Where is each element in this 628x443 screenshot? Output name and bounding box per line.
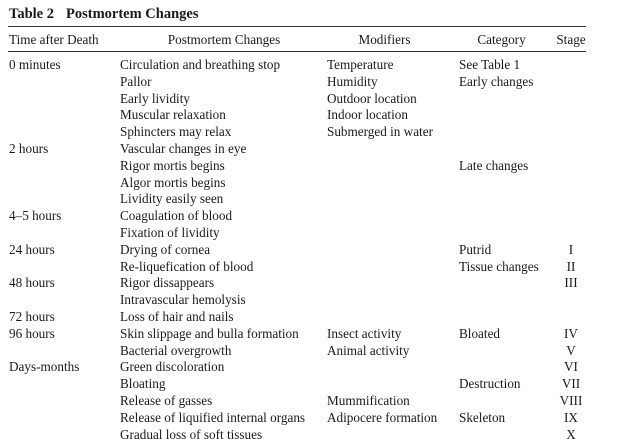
category-cell: Tissue changes [459, 258, 539, 274]
category-cell: See Table 1 [459, 57, 521, 72]
category-cell: Destruction [459, 376, 521, 392]
change-cell: Rigor mortis begins [120, 157, 225, 173]
table-title: Postmortem Changes [66, 6, 199, 22]
modifier-cell: Temperature [327, 57, 394, 72]
time-cell: 48 hours [9, 275, 55, 291]
table-caption [9, 6, 199, 23]
change-cell: Re-liquefication of blood [120, 258, 254, 274]
change-cell: Fixation of lividity [120, 225, 220, 240]
header-changes: Postmortem Changes [167, 32, 281, 47]
change-cell: Intravascular hemolysis [120, 292, 246, 308]
modifier-cell: Submerged in water [327, 124, 433, 140]
change-cell: Muscular relaxation [120, 107, 226, 123]
time-cell: 4–5 hours [9, 208, 62, 224]
time-cell: 24 hours [9, 241, 55, 257]
change-cell: Drying of cornea [120, 241, 211, 257]
stage-cell: VII [561, 376, 581, 392]
stage-cell: IX [564, 409, 578, 425]
change-cell: Loss of hair and nails [120, 309, 234, 324]
change-cell: Early lividity [120, 90, 190, 106]
change-cell: Circulation and breathing stop [120, 57, 281, 72]
change-cell: Green discoloration [120, 359, 225, 375]
time-cell: Days-months [9, 359, 80, 375]
category-cell: Skeleton [459, 409, 506, 425]
modifier-cell: Mummification [327, 393, 410, 408]
change-cell: Lividity easily seen [120, 191, 224, 207]
category-cell: Putrid [459, 241, 492, 257]
change-cell: Vascular changes in eye [120, 141, 247, 156]
header-rule [8, 51, 586, 52]
modifier-cell: Adipocere formation [327, 409, 438, 425]
modifier-cell: Insect activity [327, 325, 402, 341]
change-cell: Rigor dissappears [120, 275, 215, 291]
stage-cell: II [566, 258, 576, 274]
modifier-cell: Outdoor location [327, 90, 417, 106]
time-cell: 0 minutes [9, 57, 61, 72]
header-category: Category [477, 32, 526, 47]
stage-cell: VIII [559, 393, 583, 408]
stage-cell: V [566, 342, 576, 358]
change-cell: Gradual loss of soft tissues [120, 426, 263, 442]
stage-cell: IV [564, 325, 578, 341]
modifier-cell: Humidity [327, 73, 378, 89]
table-number: Table 2 [9, 6, 54, 22]
change-cell: Release of gasses [120, 393, 213, 408]
stage-cell: X [566, 426, 576, 442]
modifier-cell: Indoor location [327, 107, 408, 123]
category-cell: Bloated [459, 325, 501, 341]
header-time: Time after Death [9, 32, 99, 47]
header-stage: Stage [556, 32, 586, 47]
change-cell: Algor mortis begins [120, 174, 226, 190]
header-modifiers: Modifiers [358, 32, 411, 47]
stage-cell: III [564, 275, 578, 291]
change-cell: Sphincters may relax [120, 124, 232, 140]
change-cell: Release of liquified internal organs [120, 409, 306, 425]
change-cell: Coagulation of blood [120, 208, 233, 224]
change-cell: Bloating [120, 376, 166, 392]
category-cell: Late changes [459, 157, 529, 173]
change-cell: Skin slippage and bulla formation [120, 325, 299, 341]
top-rule [8, 26, 586, 27]
change-cell: Pallor [120, 73, 152, 89]
change-cell: Bacterial overgrowth [120, 342, 232, 358]
time-cell: 96 hours [9, 325, 55, 341]
category-cell: Early changes [459, 73, 534, 89]
time-cell: 72 hours [9, 309, 55, 324]
stage-cell: I [568, 241, 574, 257]
time-cell: 2 hours [9, 141, 49, 156]
modifier-cell: Animal activity [327, 342, 410, 358]
stage-cell: VI [564, 359, 578, 375]
